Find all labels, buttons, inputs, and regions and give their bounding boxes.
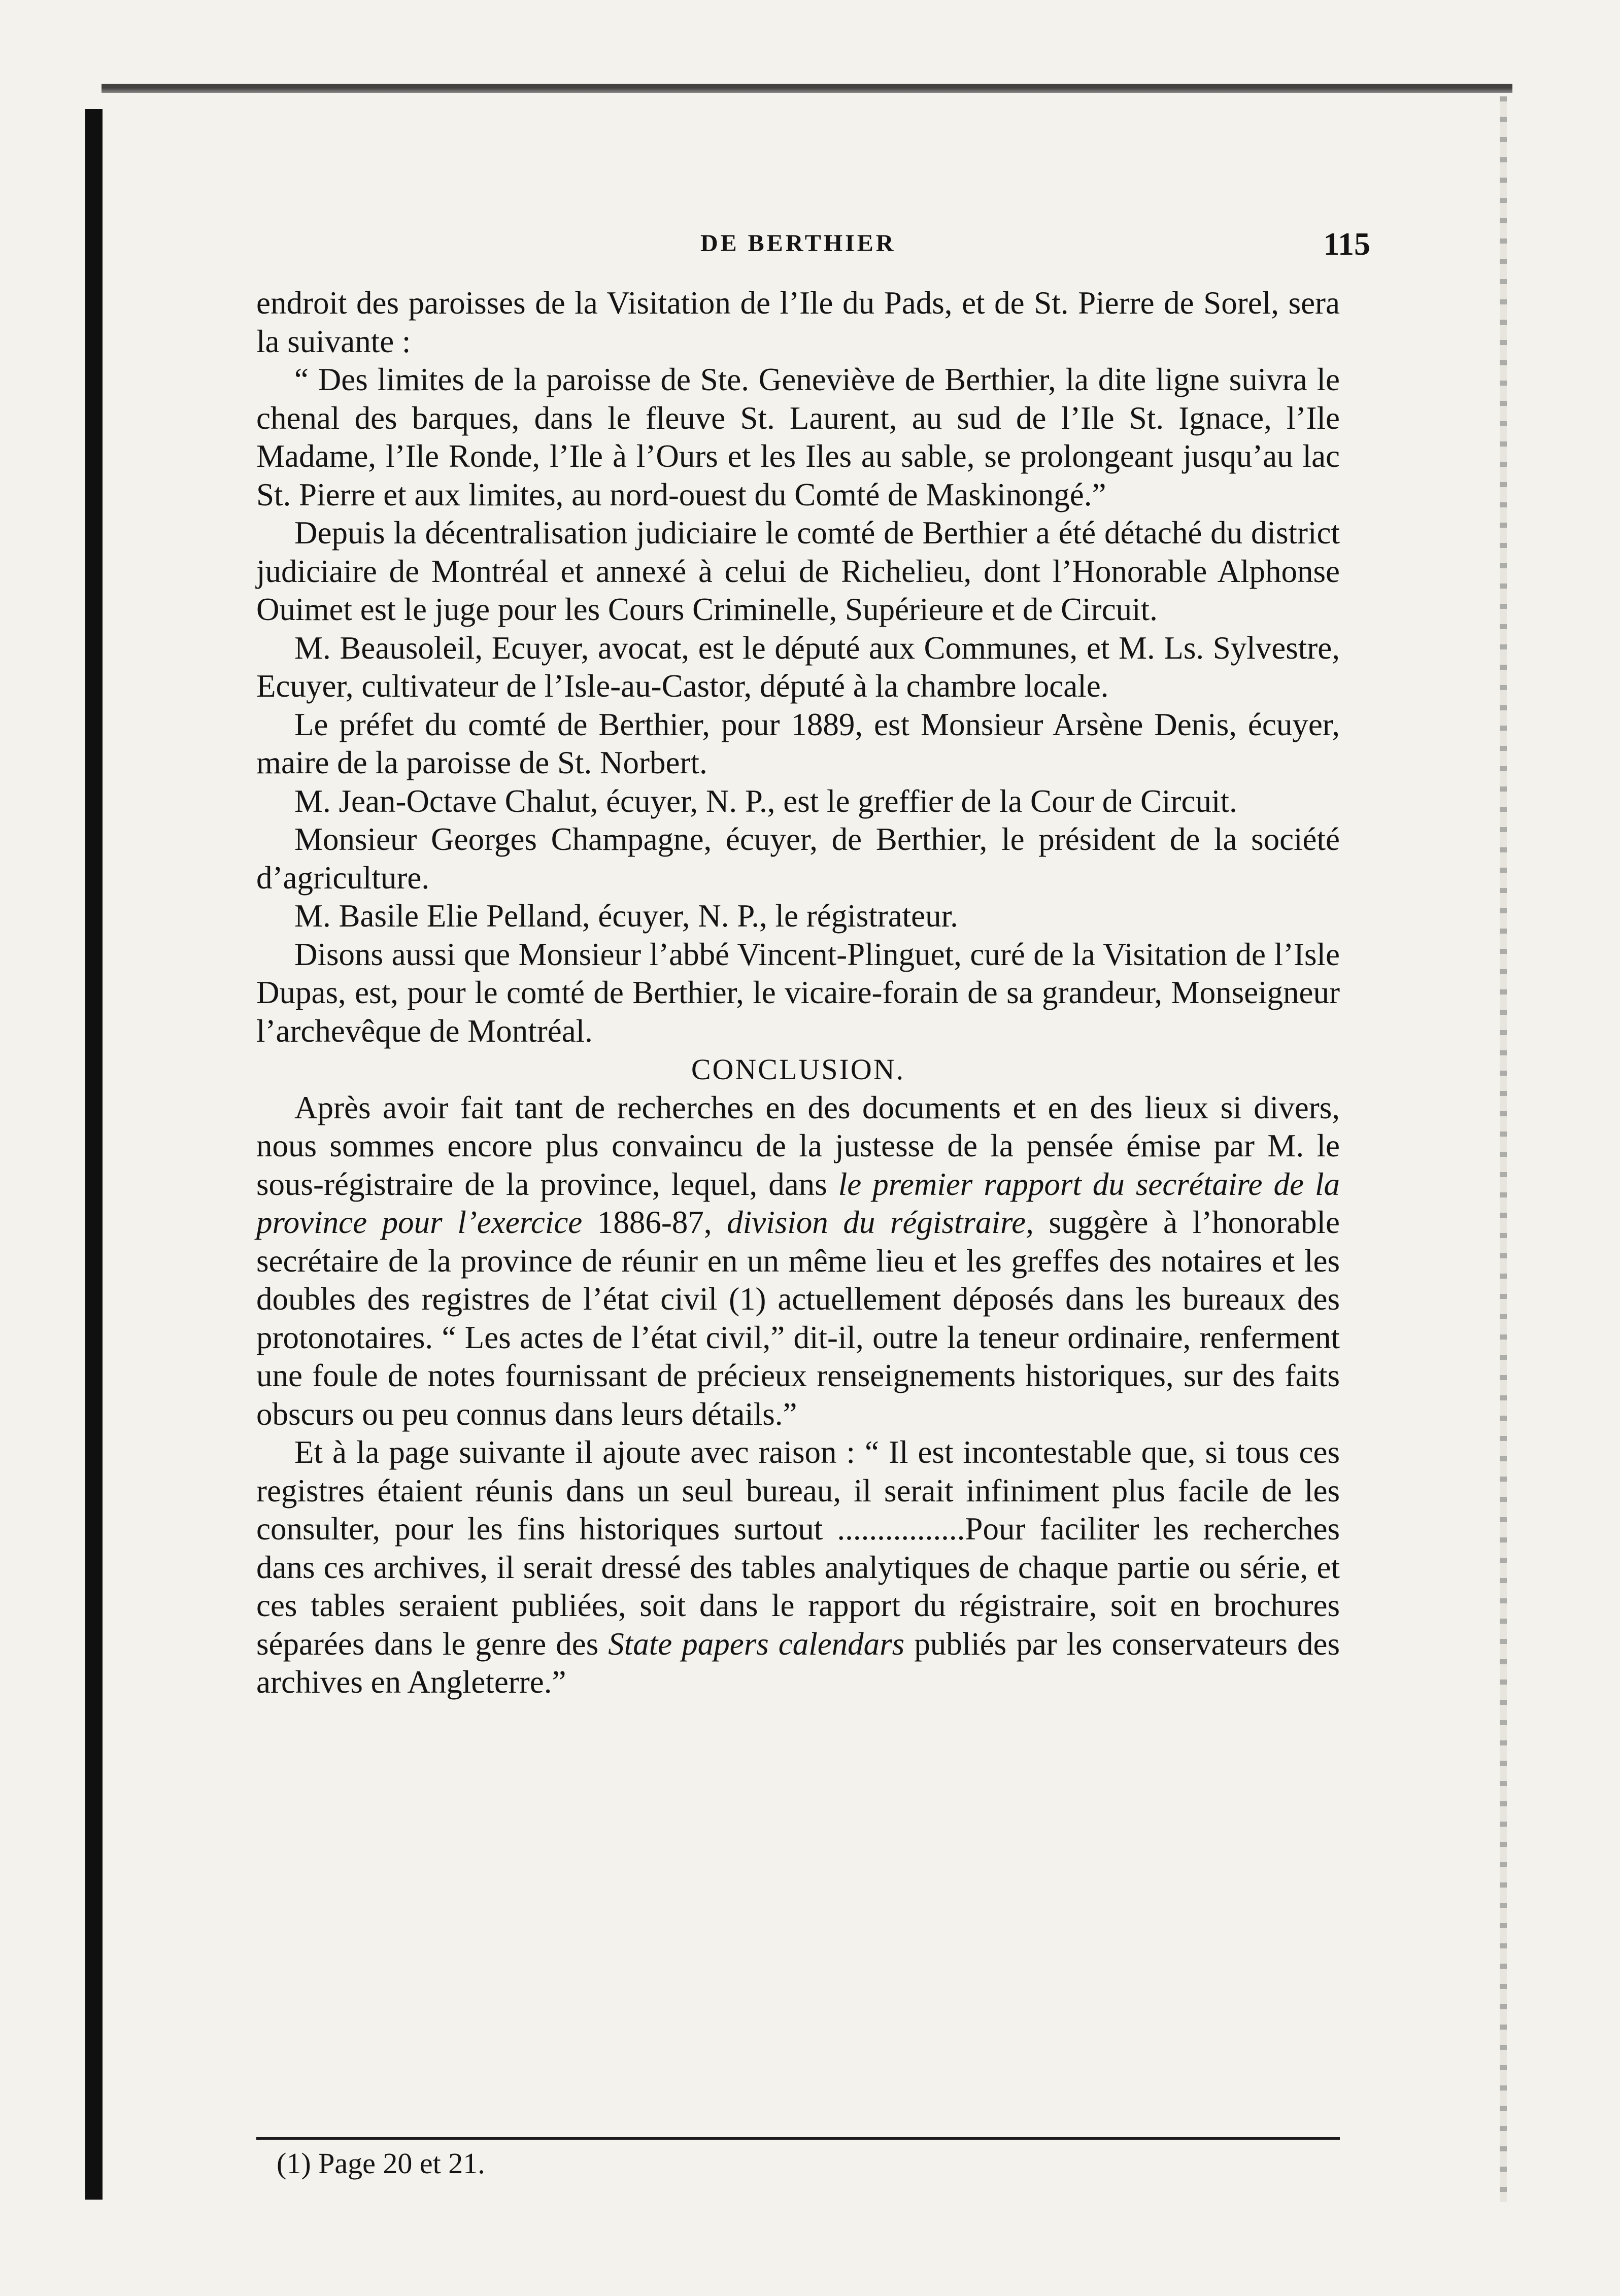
- paragraph-1: endroit des paroisses de la Visitation de l’Ile du Pads, et de St. Pierre de Sorel, sera la suivante :: [256, 285, 1340, 359]
- right-page-edge: [1500, 96, 1507, 2202]
- paragraph-9: Disons aussi que Monsieur l’abbé Vincent-Plinguet, curé de la Visitation de l’Isle Dupas, est, pour le comté de Berthier, le vicaire-forain de sa grandeur, Monseigneur l’archevêque de Montréal.: [256, 936, 1340, 1049]
- division-italic: division du régistraire,: [727, 1205, 1034, 1240]
- paragraph-4: M. Beausoleil, Ecuyer, avocat, est le député aux Communes, et M. Ls. Sylvestre, Ecuyer, cultivateur de l’Isle-au-Castor, député à la chambre locale.: [256, 630, 1340, 704]
- paragraph-6: M. Jean-Octave Chalut, écuyer, N. P., est le greffier de la Cour de Circuit.: [294, 783, 1237, 819]
- conclusion-p2-text-b: publiés par les conservateurs des archives en Angleterre.”: [256, 1626, 1340, 1700]
- footnote: (1) Page 20 et 21.: [277, 2147, 485, 2180]
- paragraph-3: Depuis la décentralisation judiciaire le comté de Berthier a été détaché du district judiciaire de Montréal et annexé à celui de Richelieu, dont l’Honorable Alphonse Ouimet est le juge pour les Cours Criminelle, Supérieure et de Circuit.: [256, 515, 1340, 627]
- report-title-italic: le premier rapport du secrétaire de la province pour l’exercice: [256, 1166, 1340, 1240]
- paragraph-7: Monsieur Georges Champagne, écuyer, de Berthier, le président de la société d’agriculture.: [256, 821, 1340, 896]
- conclusion-p1-text-c: suggère à l’honorable secrétaire de la province de réunir en un même lieu et les greffes des notaires et les doubles des registres de l’état civil (1) actuellement déposés dans les bureaux des protonotaires. “ Les actes de l’état civil,” dit-il, outre la teneur ordinaire, renferment une foule de notes fournissant de précieux renseignements historiques, sur des faits obscurs ou peu connus dans leurs détails.”: [256, 1205, 1340, 1432]
- page-header: [256, 226, 1370, 265]
- conclusion-paragraph-1: [256, 1089, 1340, 1434]
- top-edge-rule: [102, 84, 1512, 93]
- conclusion-paragraph-2: [256, 1433, 1340, 1702]
- section-title: CONCLUSION.: [691, 1053, 905, 1086]
- paragraph-8: M. Basile Elie Pelland, écuyer, N. P., le régistrateur.: [294, 898, 958, 934]
- footnote-rule: [256, 2137, 1340, 2140]
- conclusion-p1-text-b: 1886-87,: [582, 1205, 727, 1240]
- paragraph-5: Le préfet du comté de Berthier, pour 1889, est Monsieur Arsène Denis, écuyer, maire de la paroisse de St. Norbert.: [256, 706, 1340, 780]
- conclusion-p1-text-a: Après avoir fait tant de recherches en des documents et en des lieux si divers, nous sommes encore plus convaincu de la justesse de la pensée émise par M. le sous-régistraire de la province, lequel, dans: [256, 1089, 1340, 1202]
- conclusion-p2-text-a: Et à la page suivante il ajoute avec raison : “ Il est incontestable que, si tous ces registres étaient réunis dans un seul bureau, il serait infiniment plus facile de les consulter, pour les fins historiques surtout ................Pour faciliter les recherches dans ces archives, il serait dressé des tables analytiques de chaque partie ou série, et ces tables seraient publiées, soit dans le rapport du régistraire, soit en brochures séparées dans le genre des: [256, 1434, 1340, 1662]
- paragraph-2: “ Des limites de la paroisse de Ste. Geneviève de Berthier, la dite ligne suivra le chenal des barques, dans le fleuve St. Laurent, au sud de l’Ile St. Ignace, l’Ile Madame, l’Ile Ronde, l’Ile à l’Ours et les Iles au sable, se prolongeant jusqu’au lac St. Pierre et aux limites, au nord-ouest du Comté de Maskinongé.”: [256, 362, 1340, 512]
- body-text: [256, 284, 1340, 1702]
- state-papers-italic: State papers calendars: [608, 1626, 905, 1662]
- binding-edge-bar: [85, 109, 103, 2200]
- page-number: 115: [1323, 226, 1370, 262]
- running-head: DE BERTHIER: [700, 230, 896, 257]
